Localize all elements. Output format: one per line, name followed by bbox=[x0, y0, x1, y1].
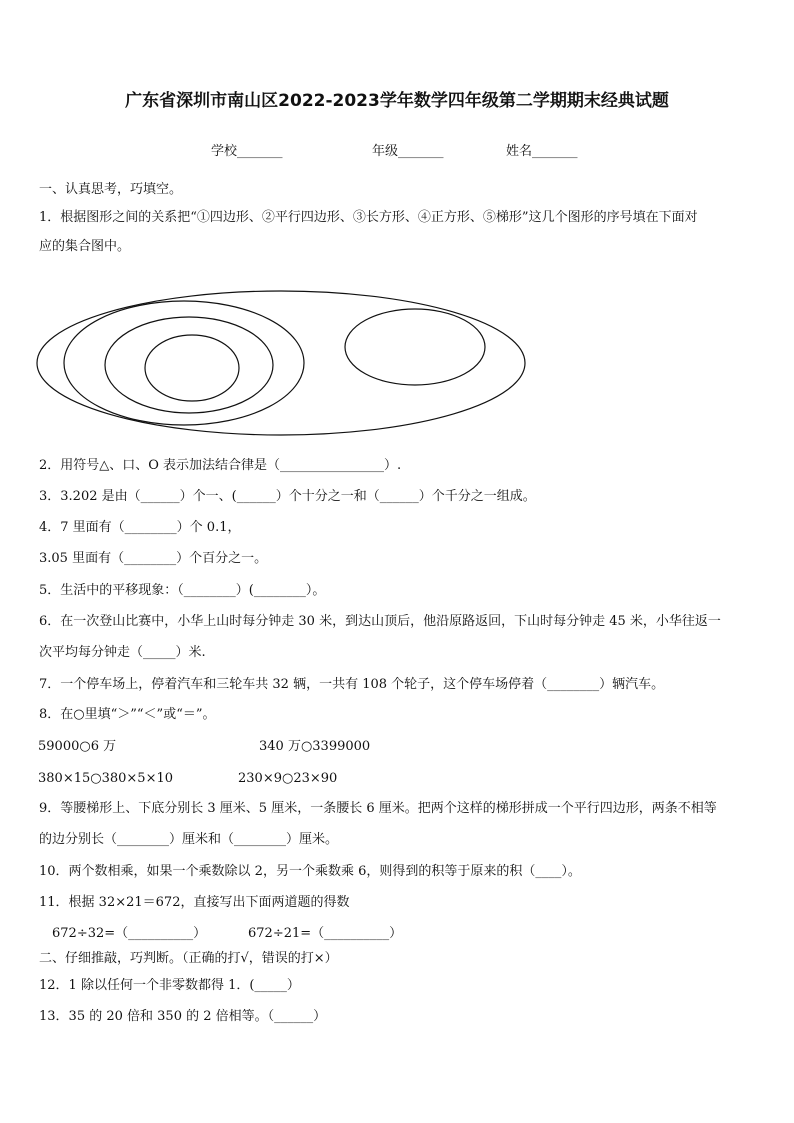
question-3: 3．3.202 是由（______）个一、(______）个十分之一和（______）个千分之一组成。 bbox=[39, 489, 536, 504]
section-heading-fill-blank: 一、认真思考，巧填空。 bbox=[39, 182, 183, 197]
question-4-line-1: 4．7 里面有（________）个 0.1， bbox=[39, 520, 241, 535]
question-1-line-2: 应的集合图中。 bbox=[39, 239, 131, 254]
question-5: 5．生活中的平移现象：（________）(________）。 bbox=[39, 583, 326, 598]
set-ellipse-4[interactable] bbox=[145, 335, 239, 401]
question-7: 7．一个停车场上，停着汽车和三轮车共 32 辆，一共有 108 个轮子，这个停车场停着（________）辆汽车。 bbox=[39, 677, 665, 692]
question-9-line-2: 的边分别长（________）厘米和（________）厘米。 bbox=[39, 832, 339, 847]
set-diagram bbox=[34, 288, 528, 438]
question-9-line-1: 9．等腰梯形上、下底分别长 3 厘米、5 厘米，一条腰长 6 厘米。把两个这样的梯形拼成一个平行四边形，两条不相等 bbox=[39, 801, 717, 816]
comparison-item: 230×9○23×90 bbox=[238, 771, 338, 786]
student-info-row bbox=[0, 140, 794, 160]
question-10: 10．两个数相乘，如果一个乘数除以 2，另一个乘数乘 6，则得到的积等于原来的积（____）。 bbox=[39, 864, 581, 879]
outer-set-ellipse[interactable] bbox=[37, 291, 525, 435]
question-2: 2．用符号△、口、O 表示加法结合律是（________________）. bbox=[39, 458, 402, 473]
question-6-line-1: 6．在一次登山比赛中，小华上山时每分钟走 30 米，到达山顶后，他沿原路返回，下山时每分钟走 45 米，小华往返一 bbox=[39, 614, 721, 629]
name-field[interactable]: 姓名_______ bbox=[506, 144, 578, 159]
separate-set-ellipse[interactable] bbox=[345, 309, 485, 385]
question-13: 13．35 的 20 倍和 350 的 2 倍相等。（______） bbox=[39, 1009, 327, 1024]
question-12: 12．1 除以任何一个非零数都得 1．(_____） bbox=[39, 978, 300, 993]
school-field[interactable]: 学校_______ bbox=[211, 144, 283, 159]
division-item: 672÷32=（__________） bbox=[52, 926, 207, 941]
set-ellipse-3[interactable] bbox=[105, 317, 273, 413]
grade-field[interactable]: 年级_______ bbox=[372, 144, 444, 159]
division-item: 672÷21=（__________） bbox=[248, 926, 403, 941]
section-heading-judgement: 二、仔细推敲，巧判断。（正确的打√，错误的打×） bbox=[39, 951, 338, 966]
question-1-line-1: 1．根据图形之间的关系把“①四边形、②平行四边形、③长方形、④正方形、⑤梯形”这几个图形的序号填在下面对 bbox=[39, 210, 698, 225]
question-6-line-2: 次平均每分钟走（_____）米. bbox=[39, 645, 206, 660]
question-11-line-1: 11．根据 32×21＝672，直接写出下面两道题的得数 bbox=[39, 895, 350, 910]
comparison-item: 380×15○380×5×10 bbox=[38, 771, 174, 786]
comparison-item: 340 万○3399000 bbox=[259, 739, 371, 754]
set-ellipse-2[interactable] bbox=[64, 301, 304, 425]
question-8-heading: 8．在○里填“＞”“＜”或“＝”。 bbox=[39, 707, 216, 722]
question-4-line-2: 3.05 里面有（________）个百分之一。 bbox=[39, 551, 268, 566]
comparison-item: 59000○6 万 bbox=[38, 739, 117, 754]
page-title: 广东省深圳市南山区2022-2023学年数学四年级第二学期期末经典试题 bbox=[125, 91, 669, 111]
